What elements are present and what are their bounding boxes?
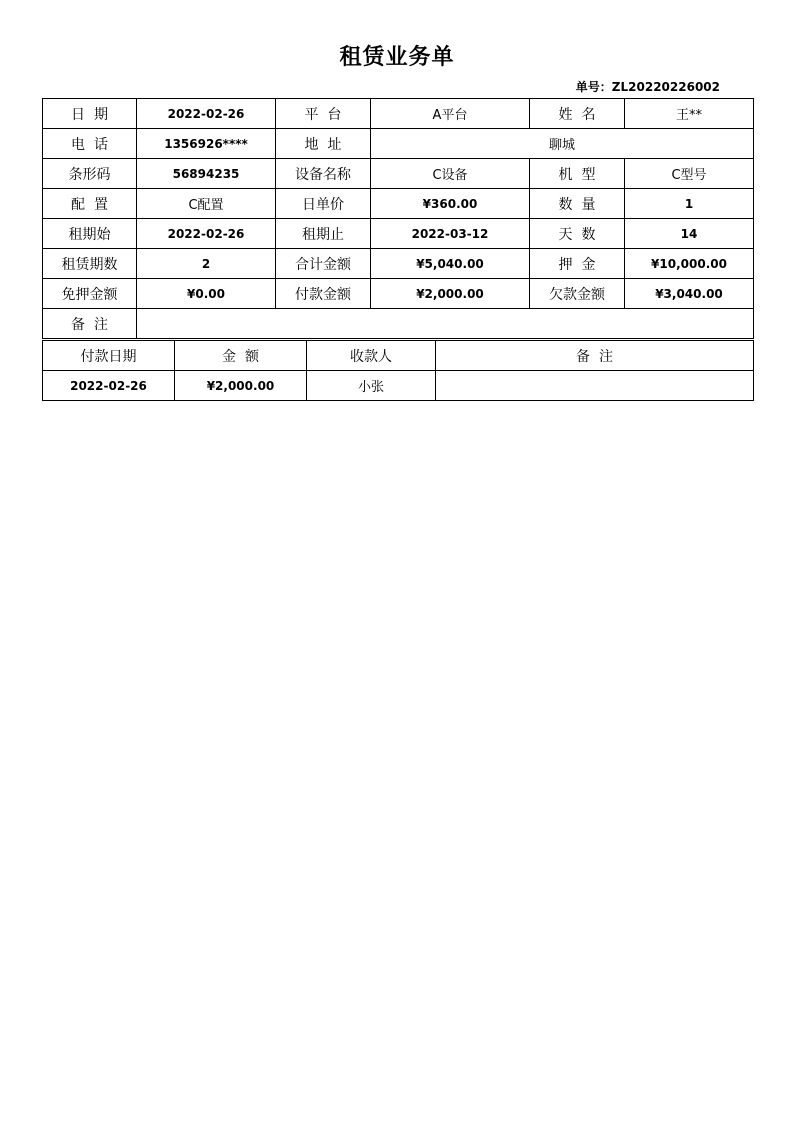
payment-remark [436, 371, 754, 401]
name-value: 王** [625, 99, 754, 129]
waived-deposit-label: 免押金额 [43, 279, 137, 309]
config-value: C配置 [137, 189, 276, 219]
waived-deposit-value: ¥0.00 [137, 279, 276, 309]
quantity-label: 数 量 [530, 189, 625, 219]
payment-date-header: 付款日期 [43, 341, 175, 371]
periods-label: 租赁期数 [43, 249, 137, 279]
address-label: 地 址 [276, 129, 371, 159]
model-label: 机 型 [530, 159, 625, 189]
table-row [43, 371, 754, 401]
payment-table [42, 340, 754, 401]
owed-amount-value: ¥3,040.00 [625, 279, 754, 309]
days-label: 天 数 [530, 219, 625, 249]
payee: 小张 [307, 371, 436, 401]
owed-amount-label: 欠款金额 [530, 279, 625, 309]
deposit-label: 押 金 [530, 249, 625, 279]
total-amount-value: ¥5,040.00 [371, 249, 530, 279]
daily-price-value: ¥360.00 [371, 189, 530, 219]
device-value: C设备 [371, 159, 530, 189]
device-label: 设备名称 [276, 159, 371, 189]
payment-amount: ¥2,000.00 [175, 371, 307, 401]
remark-label: 备 注 [43, 309, 137, 339]
periods-value: 2 [137, 249, 276, 279]
order-number: 单号：ZL20220226002 [575, 80, 720, 94]
lease-start-value: 2022-02-26 [137, 219, 276, 249]
days-value: 14 [625, 219, 754, 249]
payment-amount-header: 金 额 [175, 341, 307, 371]
total-amount-label: 合计金额 [276, 249, 371, 279]
table-row [43, 219, 754, 249]
lease-end-label: 租期止 [276, 219, 371, 249]
remark-value [137, 309, 754, 339]
platform-label: 平 台 [276, 99, 371, 129]
table-row [43, 249, 754, 279]
payee-header: 收款人 [307, 341, 436, 371]
table-row [43, 99, 754, 129]
table-row [43, 129, 754, 159]
rental-info-table [42, 98, 754, 339]
payment-date: 2022-02-26 [43, 371, 175, 401]
deposit-value: ¥10,000.00 [625, 249, 754, 279]
phone-label: 电 话 [43, 129, 137, 159]
table-row [43, 189, 754, 219]
table-row [43, 309, 754, 339]
barcode-value: 56894235 [137, 159, 276, 189]
document-title: 租赁业务单 [339, 44, 455, 70]
phone-value: 1356926**** [137, 129, 276, 159]
table-row [43, 159, 754, 189]
model-value: C型号 [625, 159, 754, 189]
paid-amount-value: ¥2,000.00 [371, 279, 530, 309]
daily-price-label: 日单价 [276, 189, 371, 219]
quantity-value: 1 [625, 189, 754, 219]
name-label: 姓 名 [530, 99, 625, 129]
address-value: 聊城 [371, 129, 754, 159]
date-label: 日 期 [43, 99, 137, 129]
table-row [43, 279, 754, 309]
lease-end-value: 2022-03-12 [371, 219, 530, 249]
date-value: 2022-02-26 [137, 99, 276, 129]
lease-start-label: 租期始 [43, 219, 137, 249]
config-label: 配 置 [43, 189, 137, 219]
payment-header-row [43, 341, 754, 371]
barcode-label: 条形码 [43, 159, 137, 189]
payment-remark-header: 备 注 [436, 341, 754, 371]
platform-value: A平台 [371, 99, 530, 129]
paid-amount-label: 付款金额 [276, 279, 371, 309]
